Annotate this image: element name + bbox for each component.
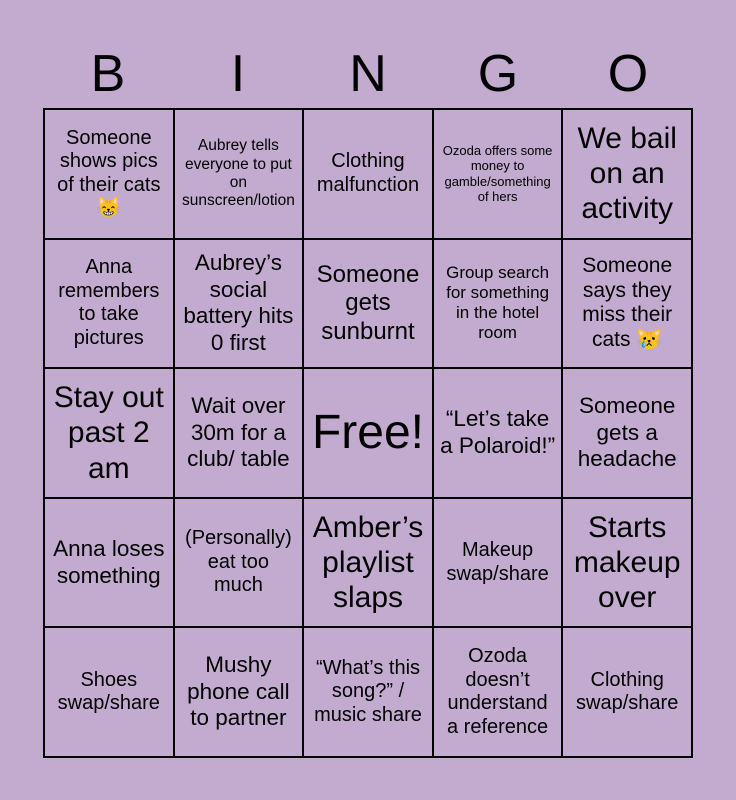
- bingo-cell[interactable]: Someone shows pics of their cats 😸: [44, 109, 174, 239]
- bingo-cell[interactable]: Clothing malfunction: [303, 109, 433, 239]
- bingo-cell[interactable]: Anna loses something: [44, 498, 174, 628]
- bingo-cell[interactable]: Makeup swap/share: [433, 498, 563, 628]
- bingo-cell[interactable]: Aubrey tells everyone to put on sunscreen/lotion: [174, 109, 304, 239]
- free-space-cell[interactable]: Free!: [303, 368, 433, 498]
- bingo-cell[interactable]: Aubrey’s social battery hits 0 first: [174, 239, 304, 369]
- header-letter-g: G: [477, 45, 519, 103]
- bingo-cell[interactable]: We bail on an activity: [562, 109, 692, 239]
- bingo-cell[interactable]: Someone gets a headache: [562, 368, 692, 498]
- header-letter-b: B: [90, 45, 126, 103]
- bingo-cell[interactable]: Someone gets sunburnt: [303, 239, 433, 369]
- bingo-board: [43, 108, 693, 758]
- bingo-cell[interactable]: Mushy phone call to partner: [174, 627, 304, 757]
- bingo-cell[interactable]: “Let’s take a Polaroid!”: [433, 368, 563, 498]
- bingo-cell[interactable]: Ozoda offers some money to gamble/something of hers: [433, 109, 563, 239]
- bingo-cell[interactable]: Group search for something in the hotel room: [433, 239, 563, 369]
- bingo-cell[interactable]: Stay out past 2 am: [44, 368, 174, 498]
- header-letter-o: O: [607, 45, 649, 103]
- bingo-cell[interactable]: Shoes swap/share: [44, 627, 174, 757]
- bingo-cell[interactable]: “What’s this song?” / music share: [303, 627, 433, 757]
- bingo-cell[interactable]: Wait over 30m for a club/ table: [174, 368, 304, 498]
- bingo-cell[interactable]: Starts makeup over: [562, 498, 692, 628]
- bingo-cell[interactable]: Anna remembers to take pictures: [44, 239, 174, 369]
- bingo-cell[interactable]: Amber’s playlist slaps: [303, 498, 433, 628]
- header-letter-i: I: [230, 45, 246, 103]
- bingo-cell[interactable]: Someone says they miss their cats 😿: [562, 239, 692, 369]
- bingo-cell[interactable]: Ozoda doesn’t understand a reference: [433, 627, 563, 757]
- bingo-header: [43, 40, 693, 108]
- header-letter-n: N: [349, 45, 387, 103]
- bingo-cell[interactable]: Clothing swap/share: [562, 627, 692, 757]
- bingo-cell[interactable]: (Personally) eat too much: [174, 498, 304, 628]
